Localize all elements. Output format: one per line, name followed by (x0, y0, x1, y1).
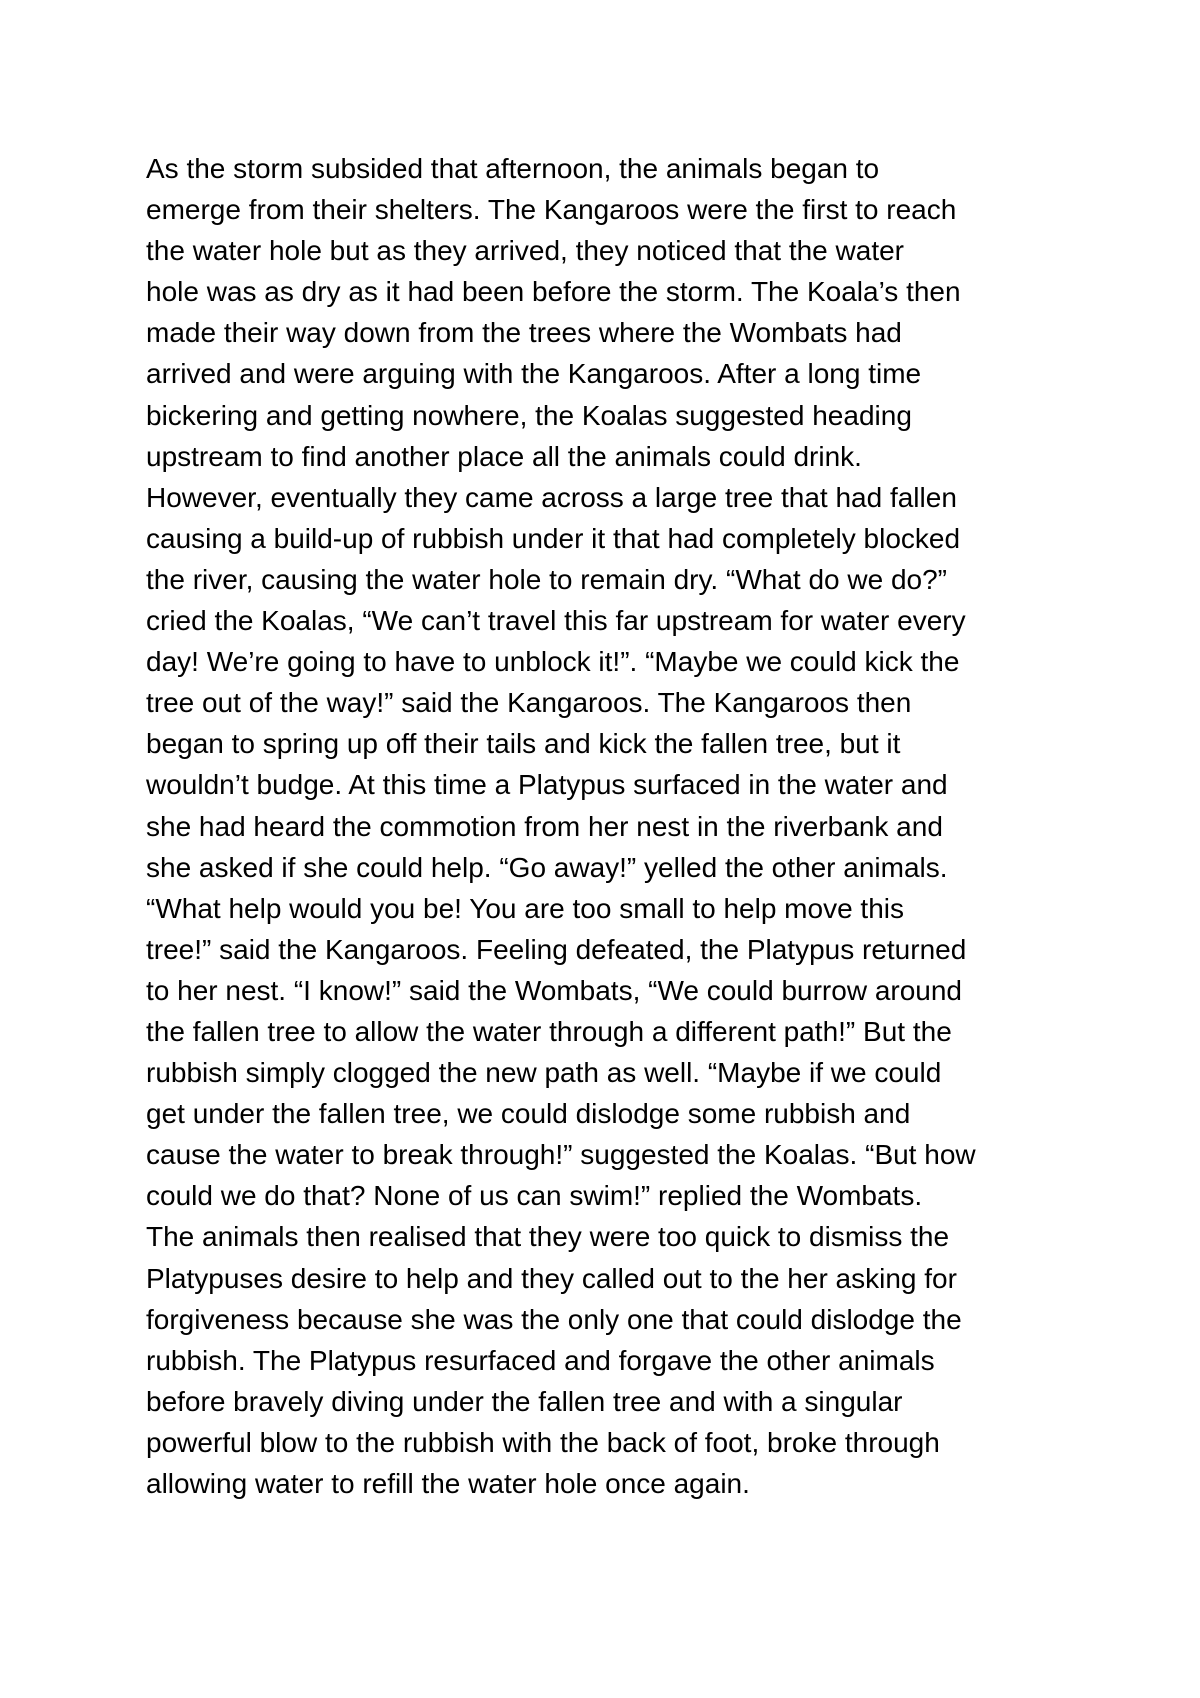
text-line: rubbish simply clogged the new path as well. “Maybe if we could (146, 1057, 942, 1089)
text-line: could we do that? None of us can swim!” replied the Wombats. (146, 1180, 923, 1212)
text-line: began to spring up off their tails and kick the fallen tree, but it (146, 728, 901, 760)
text-line: to her nest. “I know!” said the Wombats, “We could burrow around (146, 974, 963, 1006)
text-line: the river, causing the water hole to remain dry. “What do we do?” (146, 563, 947, 595)
text-line: bickering and getting nowhere, the Koalas suggested heading (146, 399, 912, 431)
text-line: The animals then realised that they were too quick to dismiss the (146, 1221, 950, 1253)
text-line: emerge from their shelters. The Kangaroos were the first to reach (146, 194, 957, 226)
text-line: hole was as dry as it had been before the storm. The Koala’s then (146, 276, 961, 308)
text-line: However, eventually they came across a large tree that had fallen (146, 481, 957, 513)
text-line: the water hole but as they arrived, they noticed that the water (146, 235, 904, 267)
text-line: she had heard the commotion from her nest in the riverbank and (146, 810, 943, 842)
text-line: As the storm subsided that afternoon, the animals began to (146, 153, 880, 184)
text-line: rubbish. The Platypus resurfaced and forgave the other animals (146, 1344, 935, 1376)
text-line: get under the fallen tree, we could dislodge some rubbish and (146, 1098, 911, 1130)
text-line: made their way down from the trees where the Wombats had (146, 317, 902, 349)
text-line: arrived and were arguing with the Kangaroos. After a long time (146, 358, 922, 390)
text-line: she asked if she could help. “Go away!” yelled the other animals. (146, 851, 948, 883)
text-line: tree out of the way!” said the Kangaroos. The Kangaroos then (146, 687, 912, 719)
text-line: upstream to find another place all the animals could drink. (146, 440, 862, 472)
text-line: before bravely diving under the fallen tree and with a singular (146, 1385, 903, 1417)
text-line: causing a build-up of rubbish under it that had completely blocked (146, 522, 961, 554)
text-line: cause the water to break through!” suggested the Koalas. “But how (146, 1139, 976, 1171)
text-line: powerful blow to the rubbish with the back of foot, broke through (146, 1426, 940, 1458)
text-line: cried the Koalas, “We can’t travel this far upstream for water every (146, 605, 966, 637)
text-line: Platypuses desire to help and they called out to the her asking for (146, 1262, 957, 1294)
text-line: allowing water to refill the water hole once again. (146, 1468, 750, 1499)
text-line: forgiveness because she was the only one that could dislodge the (146, 1303, 962, 1335)
story-paragraph (146, 148, 1086, 1504)
text-line: wouldn’t budge. At this time a Platypus surfaced in the water and (146, 769, 948, 801)
text-line: the fallen tree to allow the water through a different path!” But the (146, 1015, 952, 1047)
text-line: tree!” said the Kangaroos. Feeling defeated, the Platypus returned (146, 933, 967, 965)
text-line: “What help would you be! You are too small to help move this (146, 892, 904, 924)
text-line: day! We’re going to have to unblock it!”. “Maybe we could kick the (146, 646, 960, 678)
